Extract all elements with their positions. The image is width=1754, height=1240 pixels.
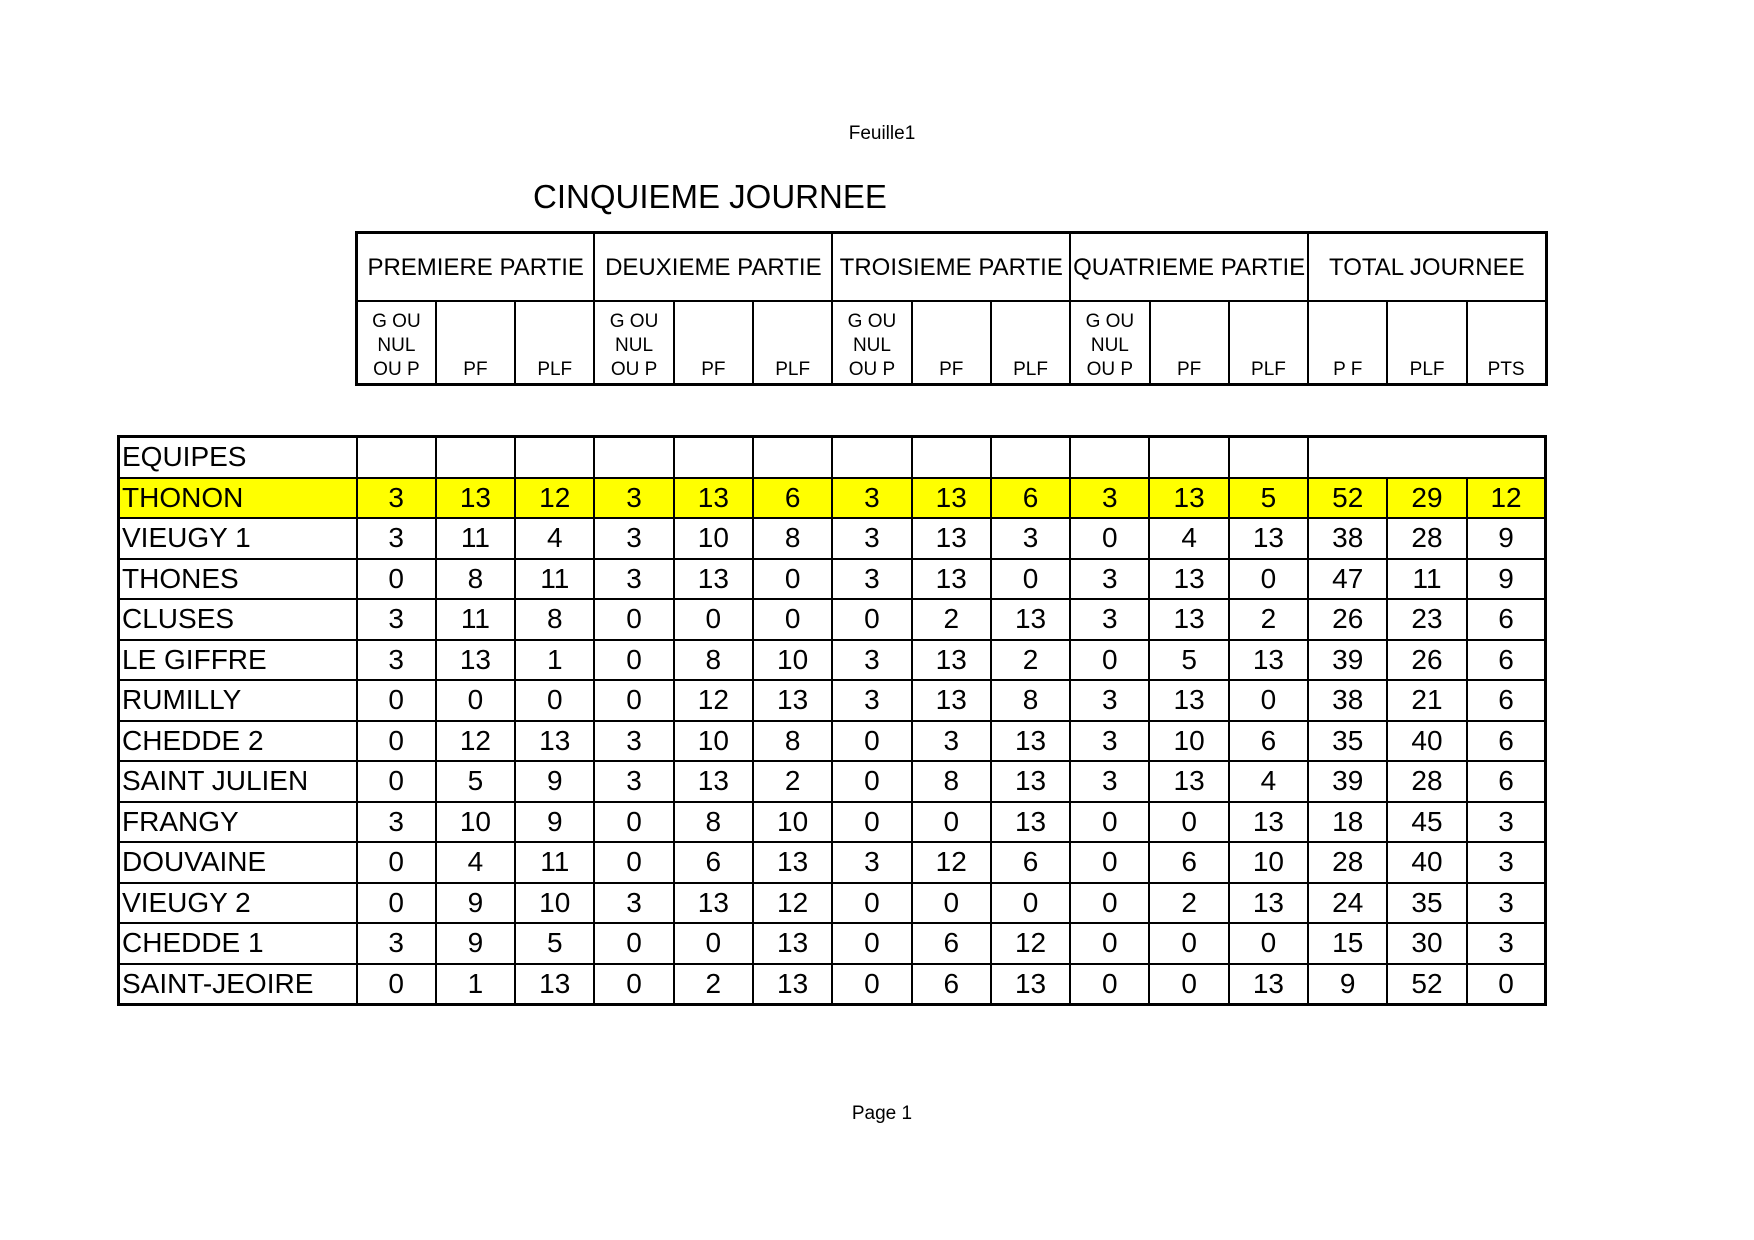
score-cell: 5 (515, 923, 594, 964)
header-group: QUATRIEME PARTIE (1070, 233, 1308, 302)
score-cell: 10 (674, 518, 753, 559)
score-cell: 3 (832, 640, 911, 681)
score-cell: 4 (515, 518, 594, 559)
score-cell: 0 (515, 680, 594, 721)
score-cell: 3 (832, 559, 911, 600)
score-cell: 0 (991, 883, 1070, 924)
score-cell: 5 (436, 761, 515, 802)
table-row (119, 883, 1546, 924)
score-cell: 0 (436, 680, 515, 721)
score-cell: 3 (357, 640, 436, 681)
score-cell: 8 (753, 518, 832, 559)
score-cell: 6 (1467, 680, 1546, 721)
sub-header: PLF (753, 301, 832, 385)
score-cell: 12 (912, 842, 991, 883)
score-cell: 13 (753, 923, 832, 964)
score-cell: 13 (1229, 802, 1308, 843)
score-cell: 52 (1308, 478, 1387, 519)
score-cell: 23 (1387, 599, 1466, 640)
score-cell: 13 (753, 842, 832, 883)
table-row (119, 964, 1546, 1005)
score-cell: 28 (1387, 518, 1466, 559)
score-cell: 0 (1229, 680, 1308, 721)
empty-cell (832, 437, 911, 478)
score-cell: 3 (357, 923, 436, 964)
score-cell: 28 (1387, 761, 1466, 802)
score-cell: 0 (594, 680, 673, 721)
table-row (119, 842, 1546, 883)
sub-header: PLF (991, 301, 1070, 385)
score-cell: 13 (912, 559, 991, 600)
score-cell: 9 (436, 923, 515, 964)
score-cell: 3 (594, 518, 673, 559)
score-cell: 13 (1229, 518, 1308, 559)
score-cell: 10 (436, 802, 515, 843)
score-cell: 3 (594, 721, 673, 762)
score-cell: 3 (1070, 559, 1149, 600)
score-cell: 0 (832, 761, 911, 802)
score-cell: 52 (1387, 964, 1466, 1005)
score-cell: 3 (1467, 842, 1546, 883)
score-cell: 13 (436, 640, 515, 681)
score-cell: 39 (1308, 640, 1387, 681)
empty-cell (515, 437, 594, 478)
score-cell: 3 (832, 518, 911, 559)
score-cell: 10 (753, 802, 832, 843)
empty-cell (1308, 437, 1546, 478)
score-cell: 8 (674, 802, 753, 843)
score-cell: 0 (594, 923, 673, 964)
score-cell: 13 (912, 478, 991, 519)
score-cell: 12 (674, 680, 753, 721)
score-cell: 26 (1387, 640, 1466, 681)
team-name: SAINT JULIEN (119, 761, 357, 802)
score-cell: 0 (832, 923, 911, 964)
score-cell: 2 (1229, 599, 1308, 640)
score-cell: 3 (357, 478, 436, 519)
sub-header: PLF (515, 301, 594, 385)
score-cell: 3 (1467, 802, 1546, 843)
score-cell: 6 (1467, 599, 1546, 640)
sub-header: PF (912, 301, 991, 385)
score-cell: 3 (594, 883, 673, 924)
score-cell: 6 (991, 842, 1070, 883)
score-cell: 13 (1229, 964, 1308, 1005)
score-cell: 3 (832, 680, 911, 721)
score-cell: 13 (674, 883, 753, 924)
score-cell: 0 (357, 721, 436, 762)
score-cell: 3 (912, 721, 991, 762)
score-cell: 9 (1467, 559, 1546, 600)
score-cell: 12 (436, 721, 515, 762)
score-cell: 38 (1308, 518, 1387, 559)
score-cell: 0 (832, 964, 911, 1005)
score-cell: 11 (436, 518, 515, 559)
score-cell: 6 (1467, 640, 1546, 681)
sheet-name: Feuille1 (848, 123, 916, 144)
score-cell: 0 (357, 842, 436, 883)
score-cell: 3 (594, 478, 673, 519)
score-cell: 6 (912, 923, 991, 964)
empty-cell (594, 437, 673, 478)
empty-cell (1070, 437, 1149, 478)
team-name: VIEUGY 2 (119, 883, 357, 924)
score-cell: 13 (991, 599, 1070, 640)
score-cell: 13 (991, 802, 1070, 843)
score-cell: 0 (832, 802, 911, 843)
score-cell: 39 (1308, 761, 1387, 802)
score-cell: 4 (436, 842, 515, 883)
table-row (119, 518, 1546, 559)
score-cell: 6 (753, 478, 832, 519)
score-cell: 3 (357, 802, 436, 843)
table-row (119, 559, 1546, 600)
score-cell: 15 (1308, 923, 1387, 964)
score-cell: 0 (357, 883, 436, 924)
score-cell: 12 (515, 478, 594, 519)
page-number: Page 1 (851, 1103, 913, 1124)
score-cell: 4 (1229, 761, 1308, 802)
score-cell: 0 (753, 559, 832, 600)
team-name: RUMILLY (119, 680, 357, 721)
team-name: THONON (119, 478, 357, 519)
score-cell: 11 (515, 559, 594, 600)
score-cell: 13 (1149, 680, 1228, 721)
score-cell: 13 (674, 478, 753, 519)
score-cell: 13 (753, 964, 832, 1005)
team-name: CHEDDE 1 (119, 923, 357, 964)
score-cell: 6 (1467, 761, 1546, 802)
score-cell: 3 (1070, 599, 1149, 640)
score-cell: 13 (1229, 883, 1308, 924)
score-cell: 10 (1149, 721, 1228, 762)
score-cell: 6 (991, 478, 1070, 519)
score-cell: 3 (1070, 761, 1149, 802)
score-cell: 2 (912, 599, 991, 640)
sub-header: PLF (1229, 301, 1308, 385)
team-name: FRANGY (119, 802, 357, 843)
score-cell: 9 (436, 883, 515, 924)
score-cell: 8 (753, 721, 832, 762)
score-cell: 0 (594, 802, 673, 843)
score-cell: 3 (594, 761, 673, 802)
score-cell: 3 (1070, 478, 1149, 519)
score-cell: 0 (674, 923, 753, 964)
score-cell: 2 (991, 640, 1070, 681)
team-name: CHEDDE 2 (119, 721, 357, 762)
score-cell: 18 (1308, 802, 1387, 843)
empty-cell (436, 437, 515, 478)
table-row (119, 761, 1546, 802)
score-cell: 0 (357, 559, 436, 600)
score-cell: 13 (1149, 559, 1228, 600)
score-cell: 0 (912, 802, 991, 843)
score-cell: 0 (991, 559, 1070, 600)
score-cell: 21 (1387, 680, 1466, 721)
score-cell: 35 (1387, 883, 1466, 924)
score-cell: 13 (674, 761, 753, 802)
standings-table (117, 435, 1547, 1006)
score-cell: 38 (1308, 680, 1387, 721)
sub-header: PTS (1467, 301, 1546, 385)
score-cell: 0 (1149, 923, 1228, 964)
table-row (119, 599, 1546, 640)
score-cell: 0 (357, 964, 436, 1005)
score-cell: 12 (1467, 478, 1546, 519)
score-cell: 6 (674, 842, 753, 883)
score-cell: 13 (515, 964, 594, 1005)
sub-header: P F (1308, 301, 1387, 385)
score-cell: 3 (1070, 680, 1149, 721)
score-cell: 0 (1070, 923, 1149, 964)
score-cell: 0 (1229, 559, 1308, 600)
score-cell: 13 (912, 518, 991, 559)
table-row (119, 478, 1546, 519)
score-cell: 5 (1149, 640, 1228, 681)
header-group: TOTAL JOURNEE (1308, 233, 1546, 302)
score-cell: 13 (436, 478, 515, 519)
team-name: CLUSES (119, 599, 357, 640)
score-cell: 9 (515, 802, 594, 843)
score-cell: 26 (1308, 599, 1387, 640)
score-cell: 3 (1467, 883, 1546, 924)
score-cell: 0 (1070, 964, 1149, 1005)
empty-cell (912, 437, 991, 478)
score-cell: 3 (832, 478, 911, 519)
header-group: PREMIERE PARTIE (357, 233, 595, 302)
header-group: TROISIEME PARTIE (832, 233, 1070, 302)
score-cell: 4 (1149, 518, 1228, 559)
score-cell: 0 (594, 640, 673, 681)
score-cell: 24 (1308, 883, 1387, 924)
score-cell: 11 (515, 842, 594, 883)
table-row (119, 802, 1546, 843)
sub-header: PF (436, 301, 515, 385)
score-cell: 11 (436, 599, 515, 640)
score-cell: 8 (912, 761, 991, 802)
score-cell: 13 (912, 640, 991, 681)
score-cell: 13 (912, 680, 991, 721)
score-cell: 3 (357, 599, 436, 640)
score-cell: 47 (1308, 559, 1387, 600)
table-row (119, 640, 1546, 681)
sub-header: PF (1150, 301, 1229, 385)
score-cell: 0 (832, 883, 911, 924)
score-cell: 13 (991, 721, 1070, 762)
team-name: VIEUGY 1 (119, 518, 357, 559)
score-cell: 0 (1149, 802, 1228, 843)
team-name: LE GIFFRE (119, 640, 357, 681)
empty-cell (991, 437, 1070, 478)
table-row (119, 680, 1546, 721)
score-cell: 9 (1467, 518, 1546, 559)
score-cell: 40 (1387, 721, 1466, 762)
sub-header: PF (674, 301, 753, 385)
score-cell: 0 (594, 964, 673, 1005)
score-cell: 1 (515, 640, 594, 681)
score-cell: 0 (357, 680, 436, 721)
table-row (119, 721, 1546, 762)
score-cell: 8 (674, 640, 753, 681)
score-cell: 0 (753, 599, 832, 640)
team-name: THONES (119, 559, 357, 600)
score-cell: 2 (674, 964, 753, 1005)
sub-header: G OU NUL OU P (1070, 301, 1149, 385)
score-cell: 35 (1308, 721, 1387, 762)
score-cell: 0 (1070, 842, 1149, 883)
header-table (355, 231, 1548, 386)
empty-cell (753, 437, 832, 478)
score-cell: 2 (1149, 883, 1228, 924)
header-group: DEUXIEME PARTIE (594, 233, 832, 302)
score-cell: 3 (594, 559, 673, 600)
team-name: DOUVAINE (119, 842, 357, 883)
score-cell: 13 (991, 761, 1070, 802)
score-cell: 0 (1070, 518, 1149, 559)
score-cell: 8 (991, 680, 1070, 721)
sub-header: G OU NUL OU P (357, 301, 436, 385)
score-cell: 6 (1149, 842, 1228, 883)
score-cell: 12 (753, 883, 832, 924)
score-cell: 0 (594, 599, 673, 640)
score-cell: 13 (1149, 599, 1228, 640)
score-cell: 8 (515, 599, 594, 640)
score-cell: 30 (1387, 923, 1466, 964)
empty-cell (357, 437, 436, 478)
score-cell: 0 (1229, 923, 1308, 964)
score-cell: 0 (832, 599, 911, 640)
score-cell: 3 (1467, 923, 1546, 964)
score-cell: 29 (1387, 478, 1466, 519)
score-cell: 13 (515, 721, 594, 762)
score-cell: 10 (674, 721, 753, 762)
sub-header: PLF (1387, 301, 1466, 385)
equipes-label: EQUIPES (119, 437, 357, 478)
score-cell: 40 (1387, 842, 1466, 883)
score-cell: 10 (753, 640, 832, 681)
score-cell: 13 (1149, 478, 1228, 519)
score-cell: 0 (832, 721, 911, 762)
score-cell: 3 (357, 518, 436, 559)
empty-cell (674, 437, 753, 478)
score-cell: 5 (1229, 478, 1308, 519)
score-cell: 0 (1149, 964, 1228, 1005)
score-cell: 0 (1070, 640, 1149, 681)
score-cell: 45 (1387, 802, 1466, 843)
score-cell: 12 (991, 923, 1070, 964)
score-cell: 6 (912, 964, 991, 1005)
score-cell: 0 (1070, 802, 1149, 843)
score-cell: 10 (1229, 842, 1308, 883)
empty-cell (1149, 437, 1228, 478)
score-cell: 3 (1070, 721, 1149, 762)
score-cell: 3 (832, 842, 911, 883)
score-cell: 28 (1308, 842, 1387, 883)
score-cell: 13 (753, 680, 832, 721)
score-cell: 10 (515, 883, 594, 924)
score-cell: 0 (594, 842, 673, 883)
score-cell: 0 (357, 761, 436, 802)
score-cell: 13 (674, 559, 753, 600)
score-cell: 9 (1308, 964, 1387, 1005)
score-cell: 13 (991, 964, 1070, 1005)
score-cell: 6 (1467, 721, 1546, 762)
score-cell: 8 (436, 559, 515, 600)
sub-header: G OU NUL OU P (832, 301, 911, 385)
score-cell: 13 (1229, 640, 1308, 681)
score-cell: 0 (1467, 964, 1546, 1005)
score-cell: 9 (515, 761, 594, 802)
sub-header: G OU NUL OU P (594, 301, 673, 385)
score-cell: 0 (912, 883, 991, 924)
score-cell: 0 (674, 599, 753, 640)
team-name: SAINT-JEOIRE (119, 964, 357, 1005)
score-cell: 2 (753, 761, 832, 802)
empty-cell (1229, 437, 1308, 478)
page-title: CINQUIEME JOURNEE (533, 178, 887, 215)
score-cell: 11 (1387, 559, 1466, 600)
score-cell: 3 (991, 518, 1070, 559)
table-row (119, 923, 1546, 964)
score-cell: 0 (1070, 883, 1149, 924)
score-cell: 6 (1229, 721, 1308, 762)
score-cell: 13 (1149, 761, 1228, 802)
score-cell: 1 (436, 964, 515, 1005)
